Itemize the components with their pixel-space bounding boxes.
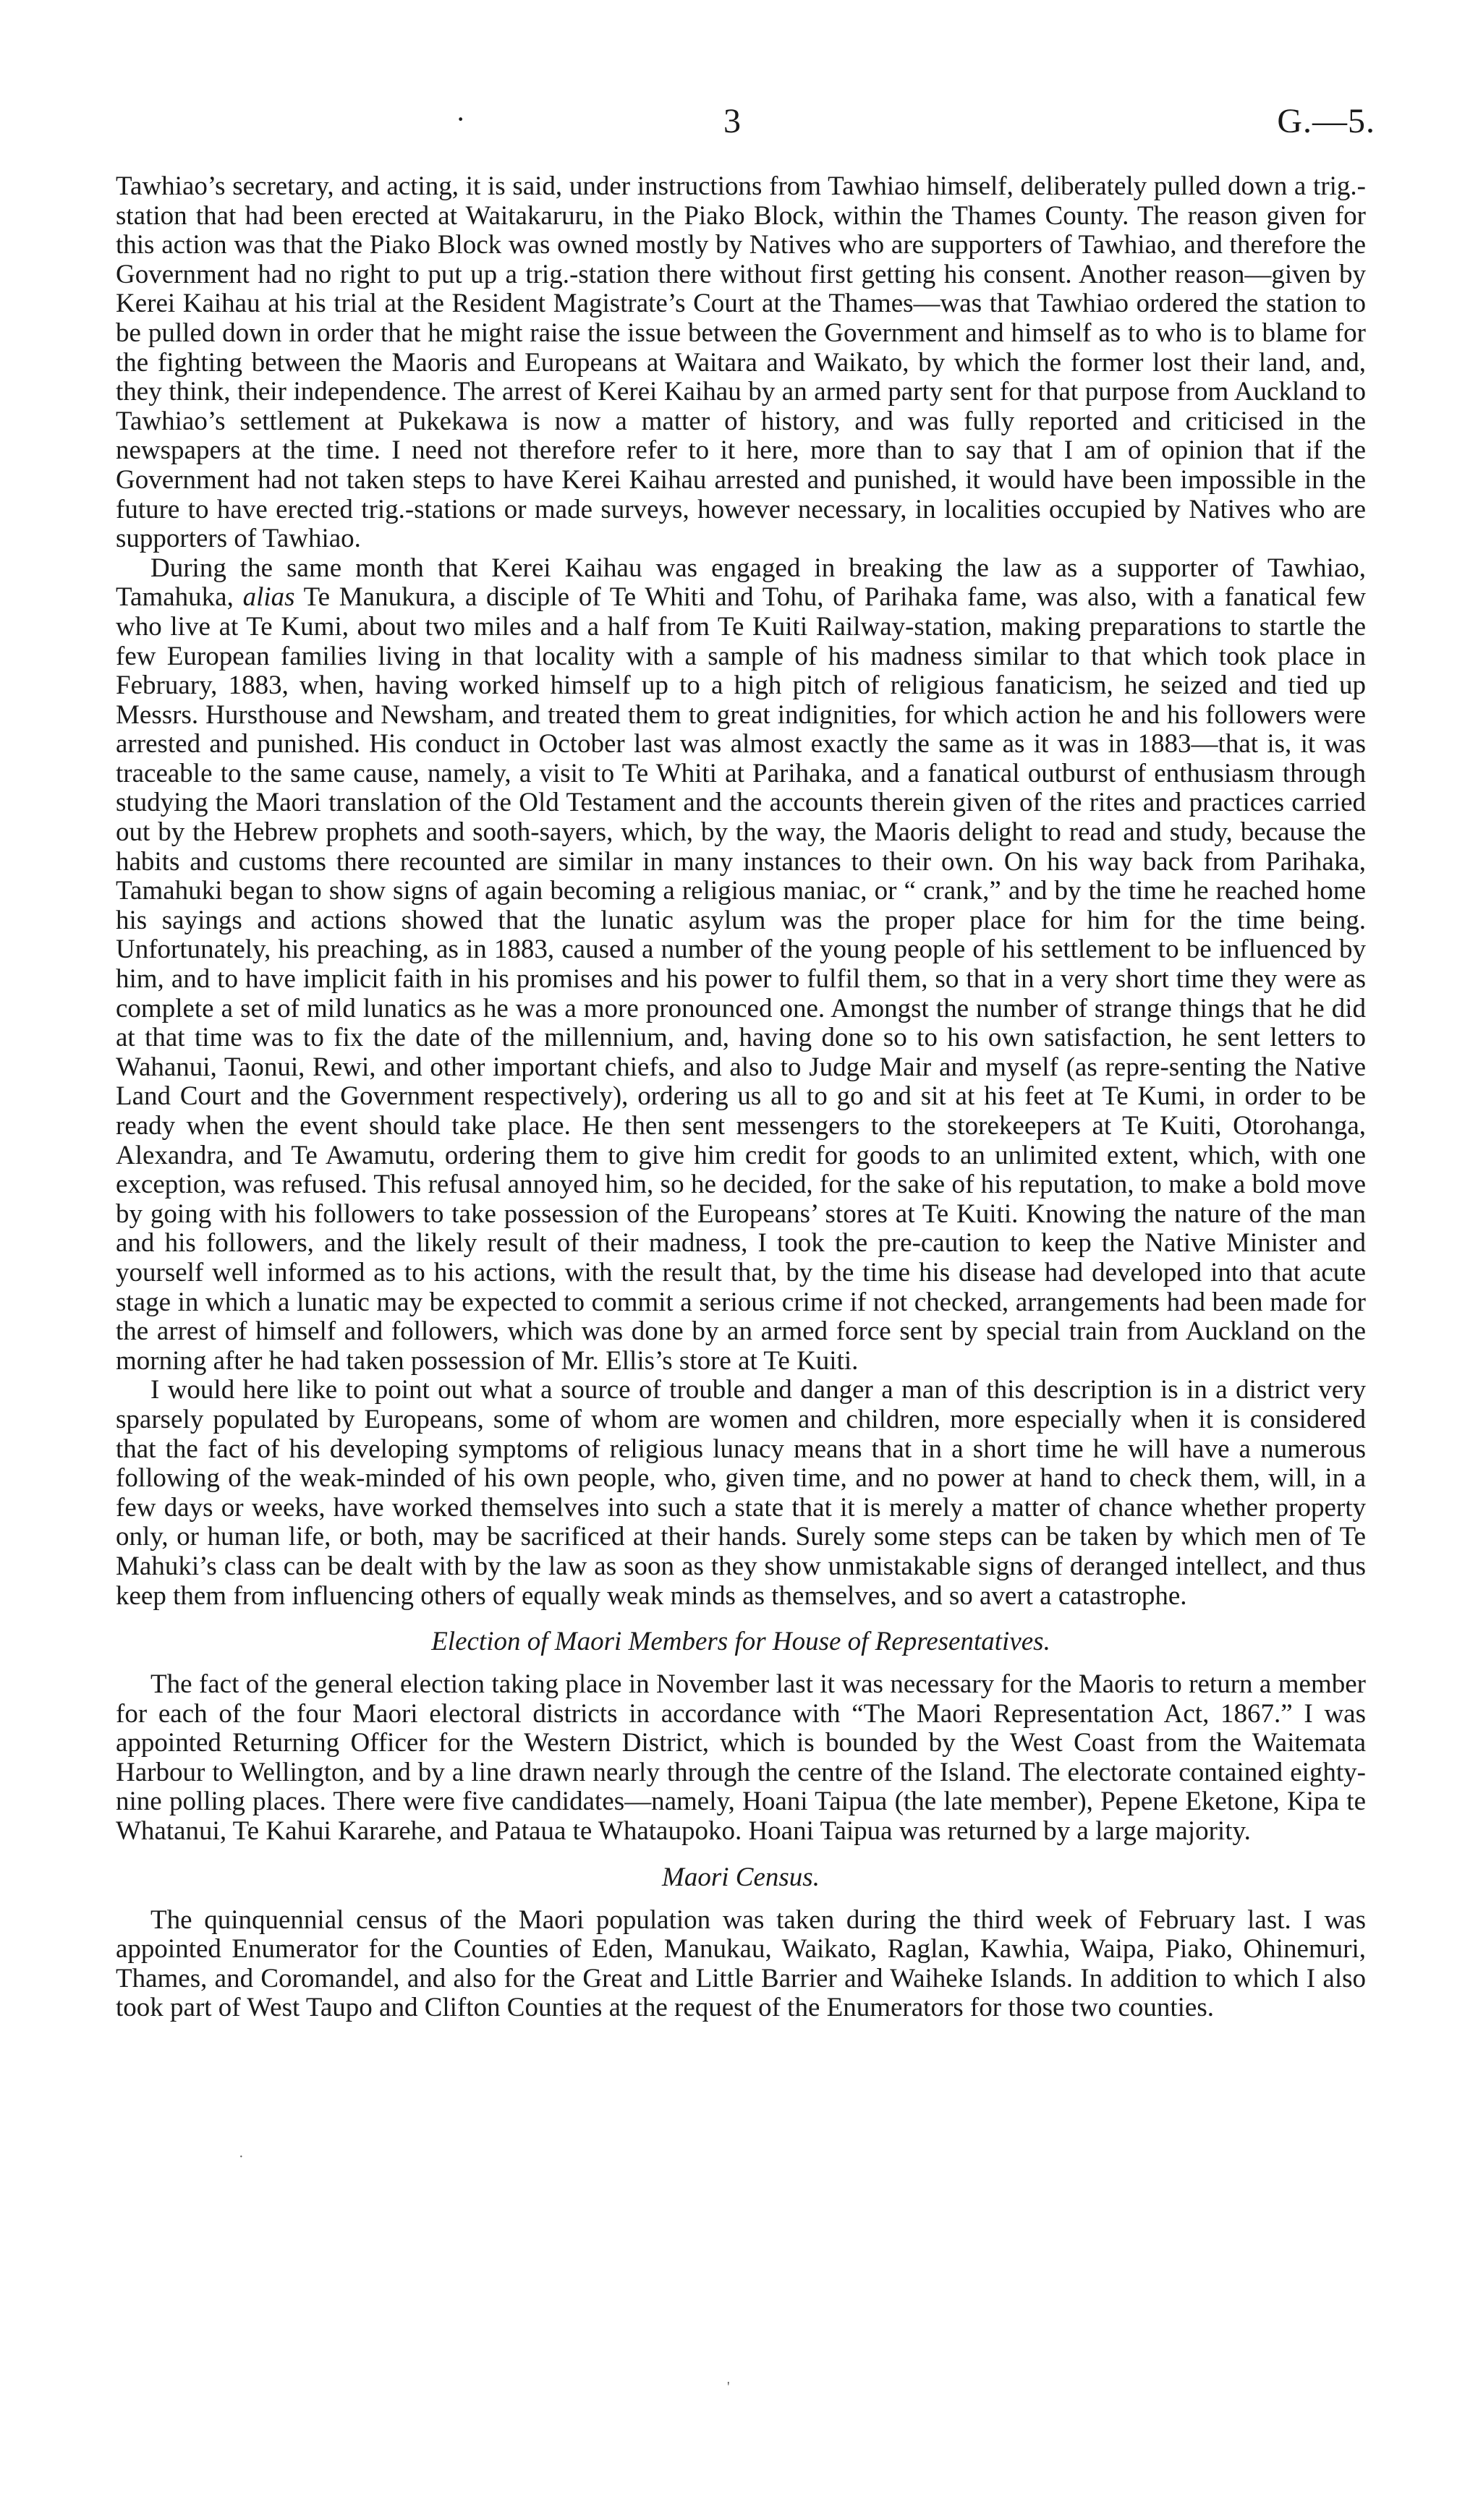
- header-dot: ·: [456, 103, 466, 135]
- page-number: 3: [723, 102, 741, 140]
- heading-census: Maori Census.: [662, 1862, 820, 1892]
- paragraph-election: The fact of the general election taking place in November last it was necessary for the Maoris to return a member for each of the four Maori electoral districts in accordance with “The Maori Representation Act, 1867.” I was appointed Returning Officer for the Western District, which is bounded by the West Coast from the Waitemata Harbour to Wellington, and by a line drawn nearly through the centre of the Island. The electorate contained eighty-nine polling places. There were five candidates—namely, Hoani Taipua (the late member), Pepene Eketone, Kipa te Whatanui, Te Kahui Kararehe, and Pataua te Whataupoko. Hoani Taipua was returned by a large majority.: [116, 1669, 1366, 1847]
- paragraph-danger: I would here like to point out what a source of trouble and danger a man of this description is in a district very sparsely populated by Europeans, some of whom are women and children, more especially when it is considered that the fact of his developing symptoms of religious lunacy means that in a short time he will have a numerous following of the weak-minded of his own people, who, given time, and no power at hand to check them, will, in a few days or weeks, have worked themselves into such a state that it is merely a matter of chance whether property only, or human life, or both, may be sacrificed at their hands. Surely some steps can be taken by which men of Te Mahuki’s class can be dealt with by the law as soon as they show unmistakable signs of deranged intellect, and thus keep them from influencing others of equally weak minds as themselves, and so avert a catastrophe.: [116, 1375, 1366, 1611]
- document-code: G.—5.: [1277, 102, 1375, 140]
- stray-mark-1: ·: [239, 2149, 244, 2165]
- paragraph-tamahuka-part2: Te Manukura, a disciple of Te Whiti and Tohu, of Parihaka fame, was also, with a fanatical few who live at Te Kumi, about two miles and a half from Te Kuiti Railway-station, making preparations to startle the few European families living in that locality with a sample of his madness similar to that which took place in February, 1883, when, having worked himself up to a high pitch of religious fanaticism, he seized and tied up Messrs. Hursthouse and Newsham, and treated them to great indignities, for which action he and his followers were arrested and punished. His conduct in October last was almost exactly the same as it was in 1883—that is, it was traceable to the same cause, namely, a visit to Te Whiti at Parihaka, and a fanatical outburst of enthusiasm through studying the Maori translation of the Old Testament and the accounts therein given of the rites and practices carried out by the Hebrew prophets and sooth-sayers, which, by the way, the Maoris delight to read and study, because the habits and customs there recounted are similar in many instances to their own. On his way back from Parihaka, Tamahuki began to show signs of again becoming a religious maniac, or “ crank,” and by the time he reached home his sayings and actions showed that the lunatic asylum was the proper place for him for the time being. Unfortunately, his preaching, as in 1883, caused a number of the young people of his settlement to be influenced by him, and to have implicit faith in his promises and his power to fulfil them, so that in a very short time they were as complete a set of mild lunatics as he was a more pronounced one. Amongst the number of strange things that he did at that time was to fix the date of the millennium, and, having done so to his own satisfaction, he sent letters to Wahanui, Taonui, Rewi, and other important chiefs, and also to Judge Mair and myself (as repre-senting the Native Land Court and the Government respectively), ordering us all to go and sit at his feet at Te Kumi, in order to be ready when the event should take place. He then sent messengers to the storekeepers at Te Kuiti, Otorohanga, Alexandra, and Te Awamutu, ordering them to give him credit for goods to an unlimited extent, which, with one exception, was refused. This refusal annoyed him, so he decided, for the sake of his reputation, to make a bold move by going with his followers to take possession of the Europeans’ stores at Te Kuiti. Knowing the nature of the man and his followers, and the likely result of their madness, I took the pre-caution to keep the Native Minister and yourself well informed as to his actions, with the result that, by the time his disease had developed into that acute stage in which a lunatic may be expected to commit a serious crime if not checked, arrangements had been made for the arrest of himself and followers, which was done by an armed force sent by special train from Auckland on the morning after he had taken possession of Mr. Ellis’s store at Te Kuiti.: [116, 582, 1366, 1376]
- body-text: [116, 172, 1366, 2023]
- heading-election: Election of Maori Members for House of Representatives.: [431, 1627, 1050, 1657]
- paragraph-tamahuka: [116, 554, 1366, 1376]
- stray-mark-2: ': [727, 2379, 730, 2395]
- alias-italic: alias: [242, 582, 295, 613]
- paragraph-tamahuka-part1: During the same month that Kerei Kaihau was engaged in breaking the law as a supporter of Tawhiao, Tamahuka,: [116, 553, 1366, 613]
- paragraph-trig-station: Tawhiao’s secretary, and acting, it is said, under instructions from Tawhiao himself, deliberately pulled down a trig.-station that had been erected at Waitakaruru, in the Piako Block, within the Thames County. The reason given for this action was that the Piako Block was owned mostly by Natives who are supporters of Tawhiao, and therefore the Government had no right to put up a trig.-station there without first getting his consent. Another reason—given by Kerei Kaihau at his trial at the Resident Magistrate’s Court at the Thames—was that Tawhiao ordered the station to be pulled down in order that he might raise the issue between the Government and himself as to who is to blame for the fighting between the Maoris and Europeans at Waitara and Waikato, by which the former lost their land, and, they think, their independence. The arrest of Kerei Kaihau by an armed party sent for that purpose from Auckland to Tawhiao’s settlement at Pukekawa is now a matter of history, and was fully reported and criticised in the newspapers at the time. I need not therefore refer to it here, more than to say that I am of opinion that if the Government had not taken steps to have Kerei Kaihau arrested and punished, it would have been impossible in the future to have erected trig.-stations or made surveys, however necessary, in localities occupied by Natives who are supporters of Tawhiao.: [116, 171, 1366, 554]
- paragraph-census: The quinquennial census of the Maori population was taken during the third week of February last. I was appointed Enumerator for the Counties of Eden, Manukau, Waikato, Raglan, Kawhia, Waipa, Piako, Ohinemuri, Thames, and Coromandel, and also for the Great and Little Barrier and Waiheke Islands. In addition to which I also took part of West Taupo and Clifton Counties at the request of the Enumerators for those two counties.: [116, 1904, 1366, 2023]
